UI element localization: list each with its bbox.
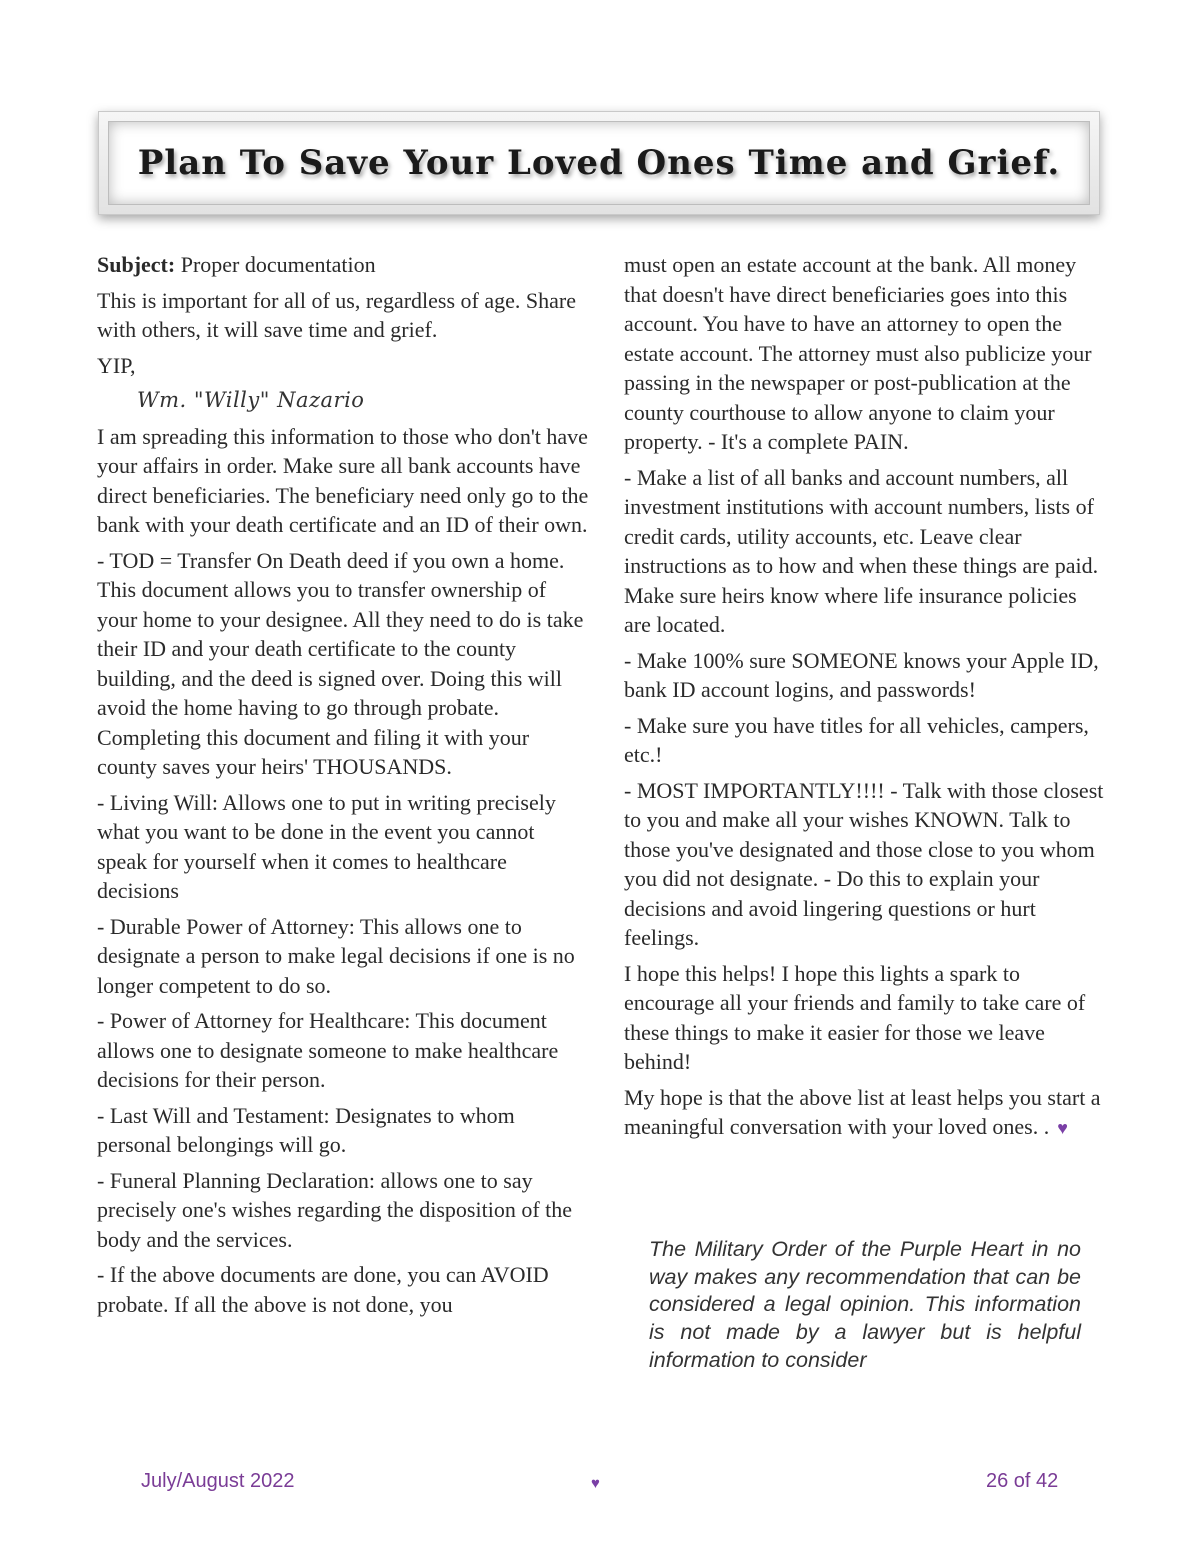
title-banner (98, 111, 1100, 215)
paragraph: must open an estate account at the bank. All money that doesn't have direct beneficiaries goes into this account. You have to have an attorney to open the estate account. The attorney must also publicize your passing in the newspaper or post-publication at the county courthouse to allow anyone to claim your property. - It's a complete PAIN. (624, 252, 1092, 454)
paragraph: - Living Will: Allows one to put in writing precisely what you want to be done in the event you cannot speak for yourself when it comes to healthcare decisions (97, 789, 556, 903)
subject-line (97, 250, 589, 280)
legal-disclaimer: The Military Order of the Purple Heart in no way makes any recommendation that can be considered a legal opinion. This information is not made by a lawyer but is helpful information to consider (649, 1237, 1081, 1372)
paragraph: - Make sure you have titles for all vehicles, campers, etc.! (624, 712, 1089, 767)
closing-paragraph (624, 1083, 1108, 1144)
purple-heart-icon: ♥ (591, 1476, 600, 1492)
paragraph: - Funeral Planning Declaration: allows one to say precisely one's wishes regarding the disposition of the body and the services. (97, 1167, 573, 1252)
paragraph: - Last Will and Testament: Designates to whom personal belongings will go. (97, 1102, 515, 1157)
author-signature: Wm. "Willy" Nazario (137, 388, 365, 412)
left-column (97, 250, 589, 1325)
paragraph: - Make 100% sure SOMEONE knows your Apple ID, bank ID account logins, and passwords! (624, 647, 1099, 702)
footer-issue-date: July/August 2022 (141, 1470, 295, 1492)
paragraph: - TOD = Transfer On Death deed if you own a home. This document allows you to transfer ownership of your home to your designee. All they need to do is take their ID and your death certificate to the county building, and the deed is signed over. Doing this will avoid the home having to go through probate. Completing this document and filing it with your county saves your heirs' THOUSANDS. (97, 547, 584, 779)
greeting: YIP, (97, 352, 136, 378)
paragraph: - If the above documents are done, you can AVOID probate. If all the above is not done, you (97, 1262, 549, 1317)
footer-page-number: 26 of 42 (986, 1470, 1059, 1492)
title-banner-inner (108, 121, 1090, 205)
paragraph: I am spreading this information to those who don't have your affairs in order. Make sure all bank accounts have direct beneficiaries. The beneficiary need only go to the bank with your death certificate and an ID of their own. (97, 423, 589, 537)
subject-label: Subject: (97, 252, 176, 277)
purple-heart-icon: ♥ (1057, 1118, 1068, 1139)
paragraph: - Durable Power of Attorney: This allows one to designate a person to make legal decisions if one is no longer competent to do so. (97, 913, 575, 998)
closing-text: My hope is that the above list at least helps you start a meaningful conversation with your loved ones. . (624, 1084, 1101, 1139)
right-column (624, 250, 1108, 1150)
subject-value: Proper documentation (175, 252, 376, 277)
paragraph: - Power of Attorney for Healthcare: This document allows one to designate someone to make healthcare decisions for their person. (97, 1008, 559, 1092)
paragraph: I hope this helps! I hope this lights a spark to encourage all your friends and family to take care of these things to make it easier for those we leave behind! (624, 960, 1086, 1074)
paragraph: - Make a list of all banks and account numbers, all investment institutions with account numbers, lists of credit cards, utility accounts, etc. Leave clear instructions as to how and when these things are paid. Make sure heirs know where life insurance policies are located. (624, 464, 1099, 637)
page-title: Plan To Save Your Loved Ones Time and Grief. (137, 143, 1061, 183)
paragraph: - MOST IMPORTANTLY!!!! - Talk with those closest to you and make all your wishes KNOWN. Talk to those you've designated and those close to you whom you did not designate. - Do this to explain your decisions and avoid lingering questions or hurt feelings. (624, 777, 1104, 950)
intro-paragraph: This is important for all of us, regardless of age. Share with others, it will save time and grief. (97, 287, 576, 342)
